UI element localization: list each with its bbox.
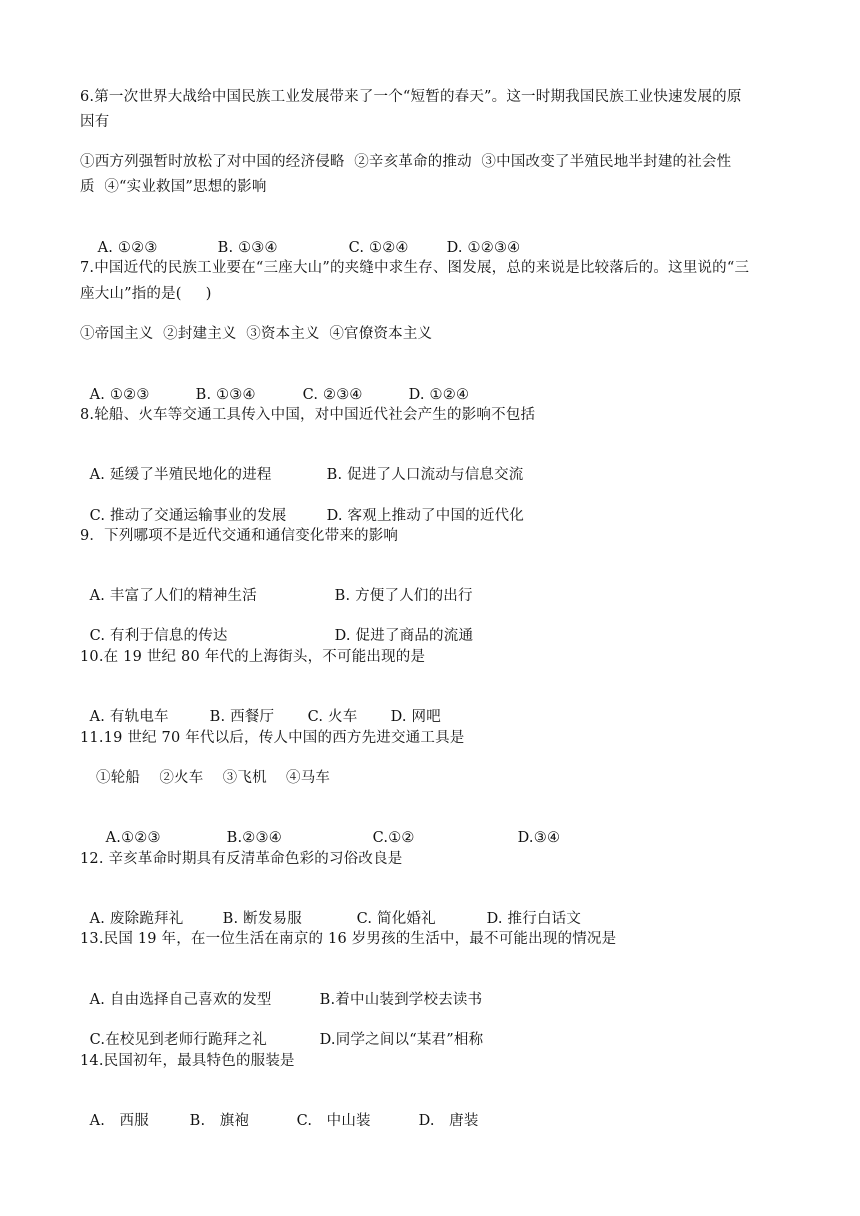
question-6-stem: 6.第一次世界大战给中国民族工业发展带来了一个“短暂的春天”。这一时期我国民族工业快速发展的原: [80, 89, 742, 105]
option-a[interactable]: A. 废除跪拜礼: [89, 911, 184, 927]
option-a[interactable]: A. 延缓了半殖民地化的进程: [89, 467, 272, 483]
option-d[interactable]: D. 网吧: [390, 709, 441, 725]
option-d[interactable]: D. ①②③④: [446, 240, 521, 256]
option-c[interactable]: C. 中山装: [296, 1113, 371, 1129]
question-8-options-row1: [80, 445, 524, 485]
option-a[interactable]: A. ①②③: [97, 240, 158, 256]
question-11-items: ①轮船 ②火车 ③飞机 ④马车: [96, 770, 331, 786]
option-d[interactable]: D. 客观上推动了中国的近代化: [326, 508, 524, 524]
question-11-stem: 11.19 世纪 70 年代以后，传人中国的西方先进交通工具是: [80, 730, 465, 746]
question-7-stem: 7.中国近代的民族工业要在“三座大山”的夹缝中求生存、图发展，总的来说是比较落后的。这里说的“三: [80, 260, 750, 276]
option-b[interactable]: B.着中山装到学校去读书: [319, 992, 483, 1008]
question-13-options-row2: [80, 1010, 483, 1050]
question-7-items: ①帝国主义 ②封建主义 ③资本主义 ④官僚资本主义: [80, 326, 433, 342]
option-c[interactable]: C. 有利于信息的传达: [89, 628, 228, 644]
question-13-options-row1: [80, 970, 482, 1010]
question-13-stem: 13.民国 19 年，在一位生活在南京的 16 岁男孩的生活中，最不可能出现的情况是: [80, 931, 617, 947]
question-7-stem-cont: 座大山”指的是( ): [80, 286, 212, 302]
question-6-options: [88, 218, 520, 258]
option-c[interactable]: C. ①②④: [348, 240, 409, 256]
question-10-options: [80, 687, 441, 727]
question-8-stem: 8.轮船、火车等交通工具传入中国，对中国近代社会产生的影响不包括: [80, 407, 536, 423]
question-8-options-row2: [80, 486, 524, 526]
option-a[interactable]: A. 自由选择自己喜欢的发型: [89, 992, 272, 1008]
option-d[interactable]: D.③④: [517, 830, 561, 846]
question-14-stem: 14.民国初年，最具特色的服装是: [80, 1053, 295, 1069]
option-b[interactable]: B. 西餐厅: [209, 709, 275, 725]
option-a[interactable]: A. 丰富了人们的精神生活: [89, 588, 257, 604]
question-14-options: [80, 1091, 479, 1131]
question-6-items: ①西方列强暂时放松了对中国的经济侵略 ②辛亥革命的推动 ③中国改变了半殖民地半封建的社会性: [80, 154, 732, 170]
option-d[interactable]: D. 推行白话文: [486, 911, 582, 927]
question-6-stem-cont: 因有: [80, 114, 110, 130]
option-a[interactable]: A. ①②③: [89, 387, 150, 403]
option-c[interactable]: C.①②: [372, 830, 415, 846]
question-10-stem: 10.在 19 世纪 80 年代的上海街头，不可能出现的是: [80, 649, 426, 665]
option-c[interactable]: C.在校见到老师行跪拜之礼: [89, 1032, 267, 1048]
question-7-options: [80, 365, 469, 405]
option-c[interactable]: C. 推动了交通运输事业的发展: [89, 508, 287, 524]
option-d[interactable]: D. 促进了商品的流通: [334, 628, 474, 644]
question-9-options-row1: [80, 566, 473, 606]
option-b[interactable]: B. 方便了人们的出行: [334, 588, 473, 604]
question-9-options-row2: [80, 606, 473, 646]
question-11-options: [96, 808, 560, 848]
option-b[interactable]: B.②③④: [226, 830, 282, 846]
question-6-items-cont: 质 ④“实业救国”思想的影响: [80, 179, 267, 195]
question-9-stem: 9．下列哪项不是近代交通和通信变化带来的影响: [80, 528, 399, 544]
option-c[interactable]: C. ②③④: [302, 387, 363, 403]
option-a[interactable]: A. 西服: [89, 1113, 149, 1129]
option-d[interactable]: D.同学之间以“某君”相称: [319, 1032, 484, 1048]
option-b[interactable]: B. 促进了人口流动与信息交流: [326, 467, 524, 483]
option-d[interactable]: D. ①②④: [408, 387, 470, 403]
question-12-stem: 12. 辛亥革命时期具有反清革命色彩的习俗改良是: [80, 851, 403, 867]
option-b[interactable]: B. ①③④: [195, 387, 256, 403]
option-b[interactable]: B. 旗袍: [189, 1113, 250, 1129]
option-d[interactable]: D. 唐装: [418, 1113, 479, 1129]
option-b[interactable]: B. 断发易服: [222, 911, 302, 927]
option-c[interactable]: C. 火车: [307, 709, 358, 725]
option-a[interactable]: A.①②③: [105, 830, 161, 846]
option-b[interactable]: B. ①③④: [217, 240, 278, 256]
option-c[interactable]: C. 简化婚礼: [356, 911, 436, 927]
option-a[interactable]: A. 有轨电车: [89, 709, 169, 725]
question-12-options: [80, 889, 581, 929]
